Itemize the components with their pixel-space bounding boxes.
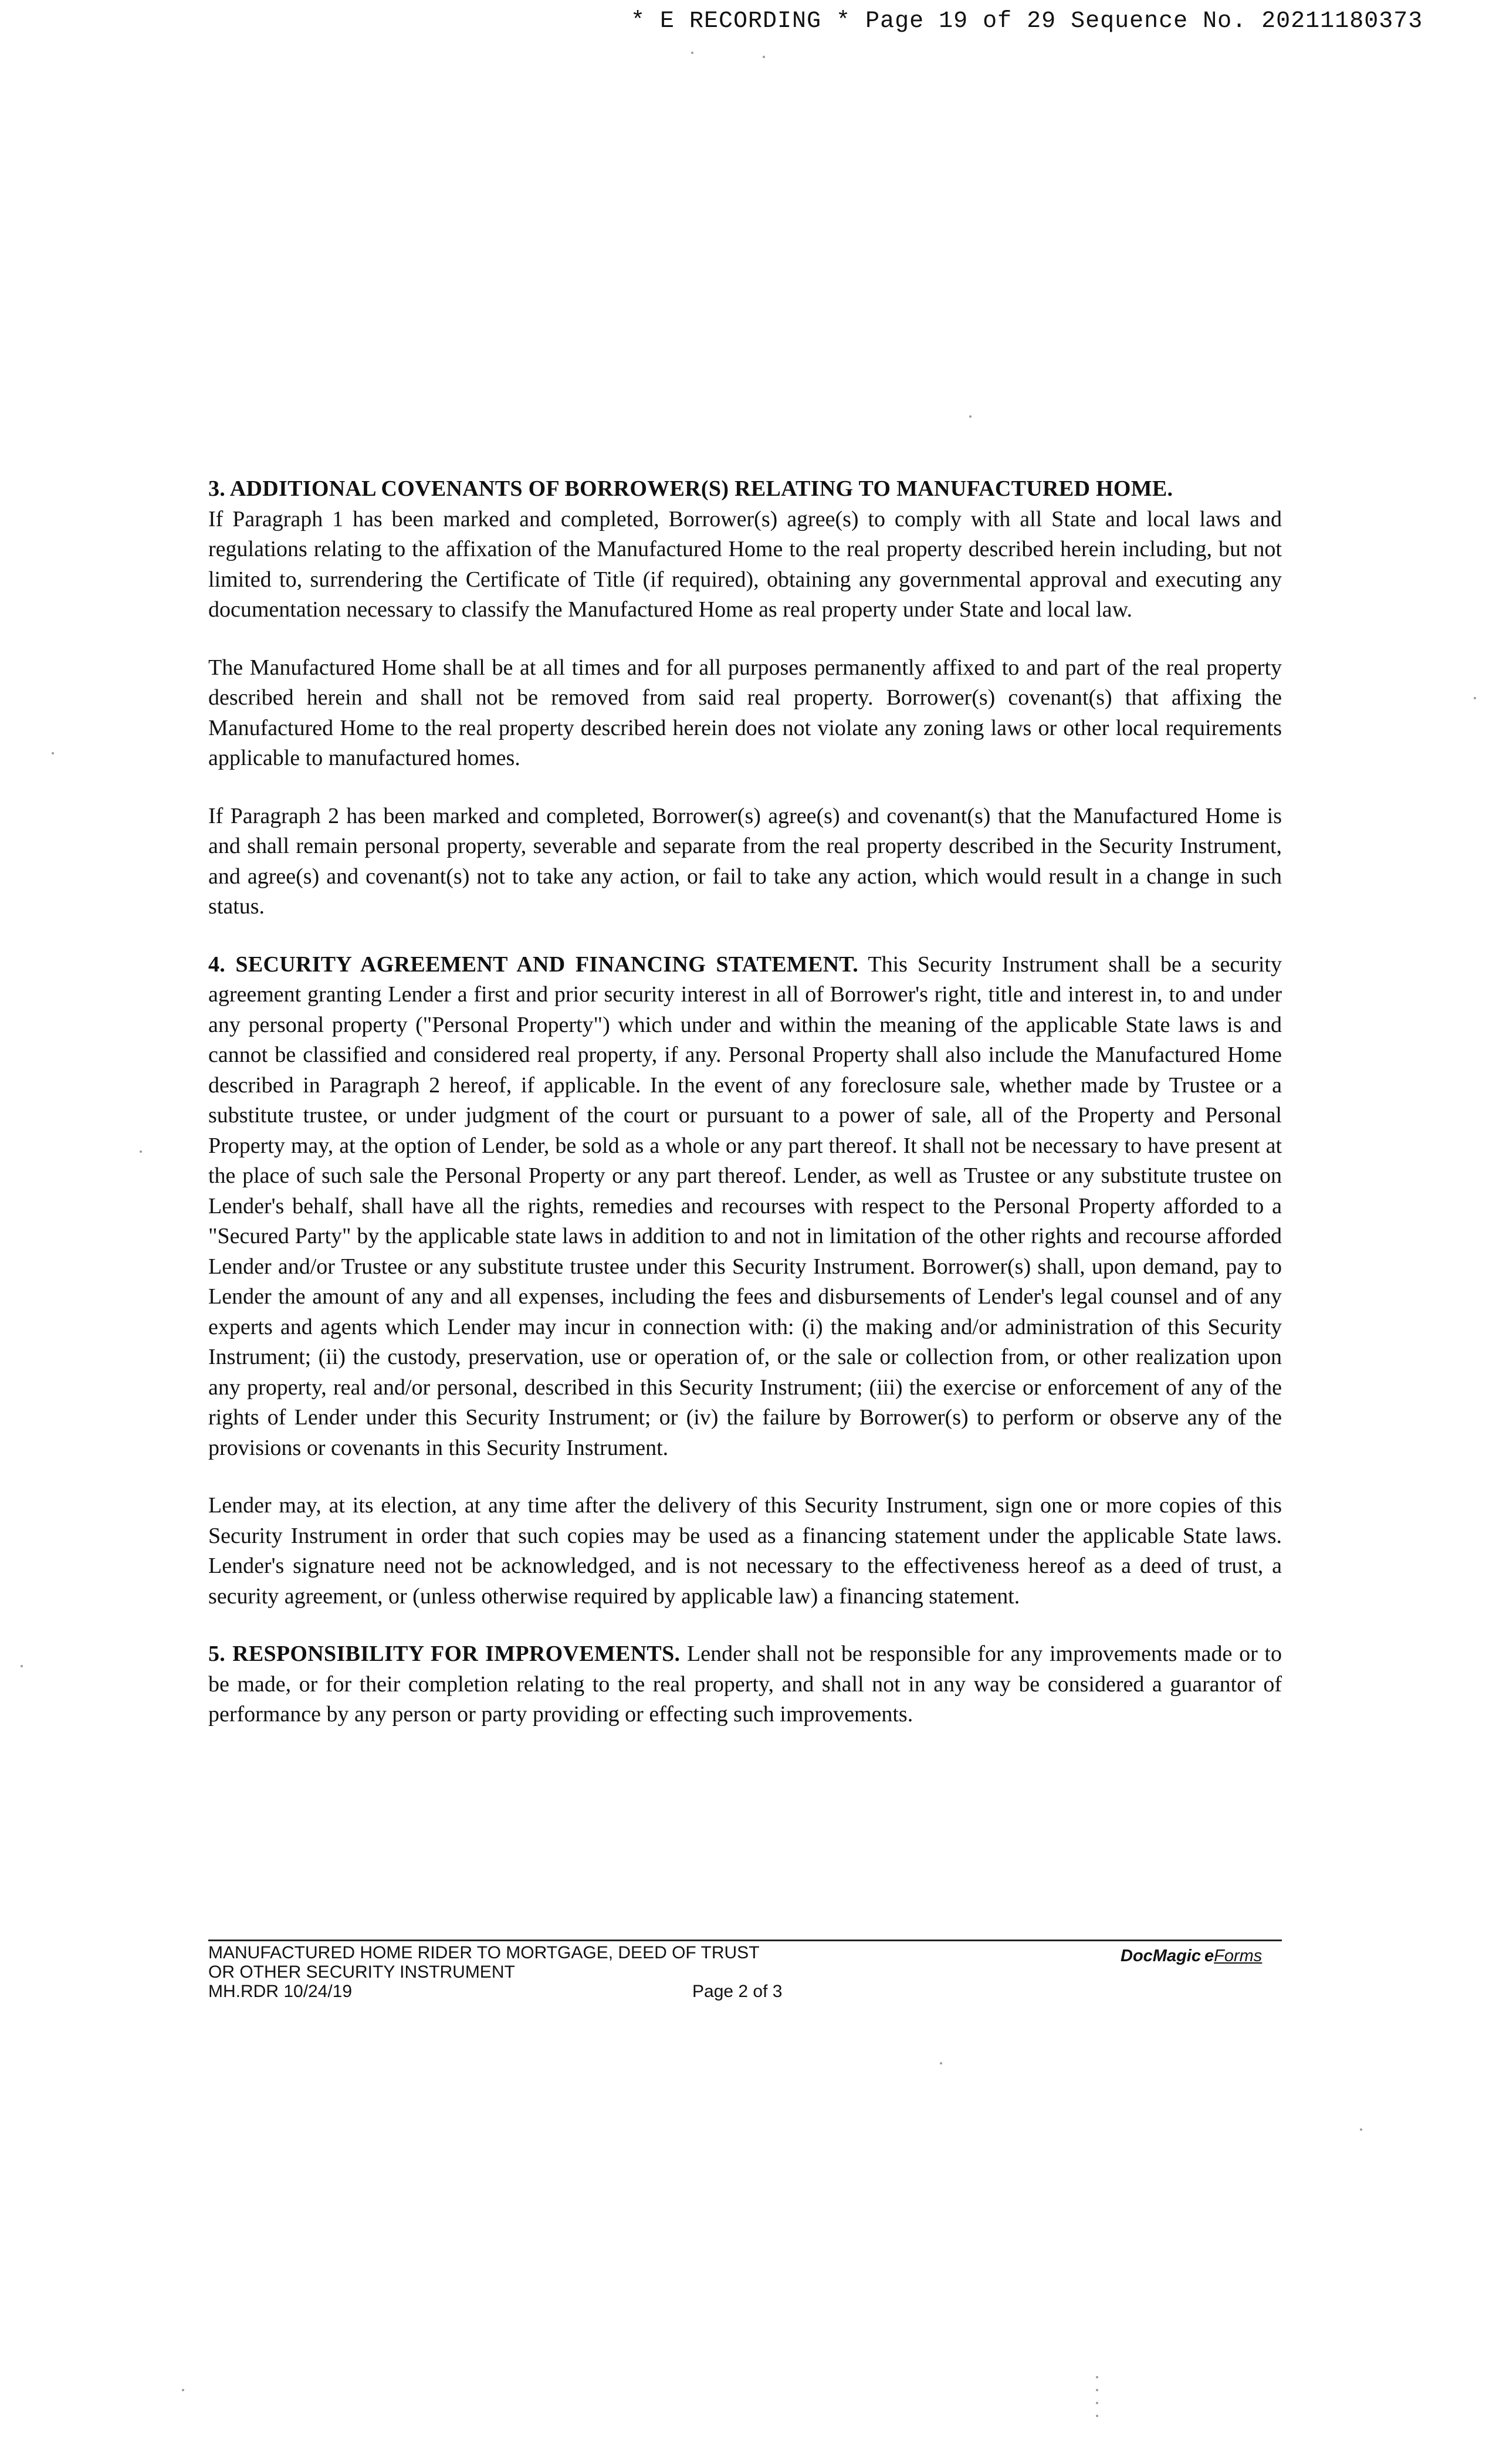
footer-form-code: MH.RDR 10/24/19 xyxy=(208,1982,353,2001)
brand-name: DocMagic xyxy=(1121,1947,1201,1965)
brand-forms: Forms xyxy=(1214,1947,1263,1965)
scan-speck xyxy=(1474,697,1476,699)
scan-speck xyxy=(969,415,972,418)
section-3-paragraph-1 xyxy=(208,474,1282,625)
docmagic-logo xyxy=(1121,1947,1262,1966)
footer-page-number: Page 2 of 3 xyxy=(692,1982,783,2001)
scan-speck xyxy=(1096,2415,1098,2417)
section-3-text-1: If Paragraph 1 has been marked and completed, Borrower(s) agree(s) to comply with all State and local laws and regulations relating to the affixation of the Manufactured Home to the real property described herein including, but not limited to, surrendering the Certificate of Title (if required), obtaining any governmental approval and executing any documentation necessary to classify the Manufactured Home as real property under State and local law. xyxy=(208,506,1282,622)
recording-stamp-header: * E RECORDING * Page 19 of 29 Sequence No. 20211180373 xyxy=(631,8,1423,35)
scan-speck xyxy=(1360,2128,1362,2131)
section-3-text-2: The Manufactured Home shall be at all times and for all purposes permanently affixed to and part of the real property described herein and shall not be removed from said real property. Borrower(s) covenant(s) that affixing the Manufactured Home to the real property described herein does not violate any zoning laws or other local requirements applicable to manufactured homes. xyxy=(208,655,1282,770)
eforms-logo xyxy=(1204,1947,1262,1966)
scan-speck xyxy=(182,2389,184,2391)
scan-speck xyxy=(1096,2402,1098,2404)
footer-form-title xyxy=(208,1943,760,2001)
footer-line-1: MANUFACTURED HOME RIDER TO MORTGAGE, DEED OF TRUST xyxy=(208,1943,760,1962)
footer-divider xyxy=(208,1940,1282,1941)
footer-line-2: OR OTHER SECURITY INSTRUMENT xyxy=(208,1962,515,1982)
document-body xyxy=(208,474,1282,1730)
section-5-text-1: Lender shall not be responsible for any improvements made or to be made, or for their completion relating to the real property, and shall not in any way be considered a guarantor of performance by any person or party providing or effecting such improvements. xyxy=(208,1641,1282,1727)
section-3-paragraph-3 xyxy=(208,801,1282,922)
section-4-paragraph-1 xyxy=(208,950,1282,1464)
section-4-heading: 4. SECURITY AGREEMENT AND FINANCING STATEMENT. xyxy=(208,952,859,977)
section-3-text-3: If Paragraph 2 has been marked and completed, Borrower(s) agree(s) and covenant(s) that the Manufactured Home is and shall remain personal property, severable and separate from the real property described in the Security Instrument, and agree(s) and covenant(s) not to take any action, or fail to take any action, which would result in a change in such status. xyxy=(208,803,1282,919)
section-5-heading: 5. RESPONSIBILITY FOR IMPROVEMENTS. xyxy=(208,1641,681,1666)
section-4-paragraph-2 xyxy=(208,1491,1282,1612)
scan-speck xyxy=(763,56,765,58)
section-3-paragraph-2 xyxy=(208,653,1282,774)
section-3-heading: 3. ADDITIONAL COVENANTS OF BORROWER(S) RELATING TO MANUFACTURED HOME. xyxy=(208,476,1173,501)
scan-speck xyxy=(1096,2376,1098,2378)
section-4-text-2: Lender may, at its election, at any time after the delivery of this Security Instrument, sign one or more copies of this Security Instrument in order that such copies may be used as a financing statement under the applicable State laws. Lender's signature need not be acknowledged, and is not necessary to the effectiveness hereof as a deed of trust, a security agreement, or (unless otherwise required by applicable law) a financing statement. xyxy=(208,1493,1282,1609)
section-5-paragraph-1 xyxy=(208,1639,1282,1730)
scan-speck xyxy=(1096,2389,1098,2391)
scan-speck xyxy=(21,1665,23,1667)
scan-speck xyxy=(140,1150,142,1153)
scan-speck xyxy=(52,752,54,754)
section-4-text-1: This Security Instrument shall be a security agreement granting Lender a first and prior security interest in all of Borrower's right, title and interest in, to and under any personal property ("Personal Property") which under and within the meaning of the applicable State laws is and cannot be classified and considered real property, if any. Personal Property shall also include the Manufactured Home described in Paragraph 2 hereof, if applicable. In the event of any foreclosure sale, whether made by Trustee or a substitute trustee, or under judgment of the court or pursuant to a power of sale, all of the Property and Personal Property may, at the option of Lender, be sold as a whole or any part thereof. It shall not be necessary to have present at the place of such sale the Personal Property or any part thereof. Lender, as well as Trustee or any substitute trustee on Lender's behalf, shall have all the rights, remedies and recourses with respect to the Personal Property afforded to a "Secured Party" by the applicable state laws in addition to and not in limitation of the other rights and recourse afforded Lender and/or Trustee or any substitute trustee under this Security Instrument. Borrower(s) shall, upon demand, pay to Lender the amount of any and all expenses, including the fees and disbursements of Lender's legal counsel and of any experts and agents which Lender may incur in connection with: (i) the making and/or administration of this Security Instrument; (ii) the custody, preservation, use or operation of, or the sale or collection from, or other realization upon any property, real and/or personal, described in this Security Instrument; (iii) the exercise or enforcement of any of the rights of Lender under this Security Instrument; or (iv) the failure by Borrower(s) to perform or observe any of the provisions or covenants in this Security Instrument. xyxy=(208,952,1282,1460)
scan-speck xyxy=(940,2062,942,2064)
brand-e: e xyxy=(1204,1947,1214,1965)
scan-speck xyxy=(691,52,693,54)
